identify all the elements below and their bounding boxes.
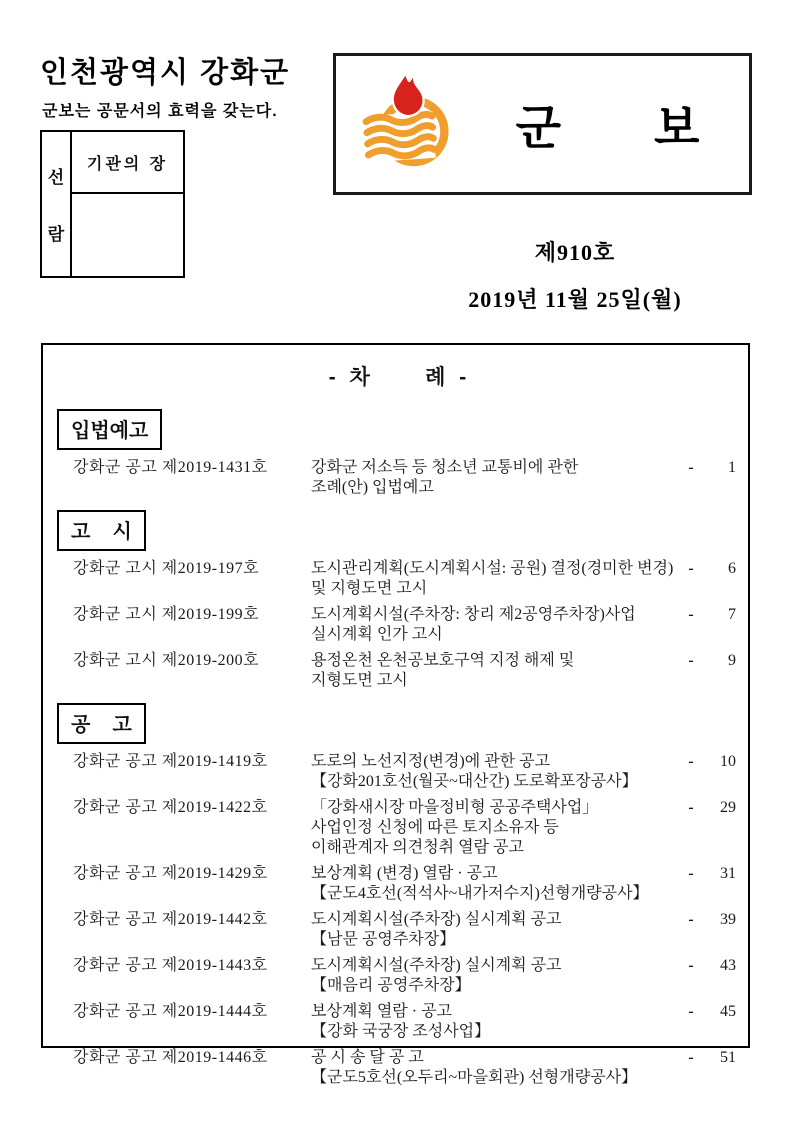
toc-entry	[73, 910, 738, 950]
entry-title: 공 시 송 달 공 고 【군도5호선(오두리~마을회관) 선형개량공사】	[311, 1049, 638, 1086]
county-emblem-icon	[354, 72, 466, 176]
toc-entry	[73, 864, 738, 904]
entry-dash: -	[688, 1049, 694, 1066]
entry-dash: -	[688, 911, 694, 928]
entry-title: 도로의 노선지정(변경)에 관한 공고 【강화201호선(월곳~대산간) 도로확포장공사】	[311, 753, 638, 790]
entry-dash: -	[688, 865, 694, 882]
approval-box	[40, 130, 185, 278]
entry-dash: -	[688, 1003, 694, 1020]
approval-signature-cell	[72, 194, 183, 276]
entry-dash: -	[688, 560, 694, 577]
approval-side-label	[42, 132, 72, 276]
approval-side-char-top: 선	[47, 168, 65, 188]
entry-dash: -	[688, 606, 694, 623]
entry-page-number: 29	[720, 799, 736, 816]
approval-header-cell: 기관의 장	[72, 132, 183, 194]
entry-title: 강화군 저소득 등 청소년 교통비에 관한 조례(안) 입법예고	[311, 459, 579, 496]
toc-entry	[73, 458, 738, 498]
toc-entry	[73, 1048, 738, 1088]
toc-entry	[73, 605, 738, 645]
entry-dash: -	[688, 753, 694, 770]
toc-section-announcement	[57, 697, 738, 1088]
publisher-title: 인천광역시 강화군	[40, 57, 291, 89]
entry-dash: -	[688, 459, 694, 476]
flame-icon	[394, 76, 423, 115]
entry-page-number: 10	[720, 753, 736, 770]
entry-title: 도시계획시설(주차장: 창리 제2공영주차장)사업 실시계획 인가 고시	[311, 606, 636, 643]
entry-page-number: 6	[728, 560, 736, 577]
approval-side-char-bottom: 람	[47, 224, 65, 244]
approval-main	[72, 132, 183, 276]
gazette-title: 군 보	[515, 100, 700, 154]
entry-doc-number: 강화군 공고 제2019-1422호	[73, 799, 268, 816]
entry-page-number: 39	[720, 911, 736, 928]
entry-page-number: 9	[728, 652, 736, 669]
entry-title: 용정온천 온천공보호구역 지정 해제 및 지형도면 고시	[311, 652, 575, 689]
entry-dash: -	[688, 957, 694, 974]
toc-entry	[73, 651, 738, 691]
issue-block	[400, 236, 750, 314]
toc-entry	[73, 956, 738, 996]
entry-doc-number: 강화군 공고 제2019-1443호	[73, 957, 268, 974]
entry-dash: -	[688, 799, 694, 816]
gazette-motto: 군보는 공문서의 효력을 갖는다.	[42, 103, 278, 120]
section-label: 공 고	[57, 703, 146, 744]
entry-dash: -	[688, 652, 694, 669]
entry-page-number: 45	[720, 1003, 736, 1020]
entry-page-number: 31	[720, 865, 736, 882]
masthead	[40, 50, 290, 121]
toc-entry	[73, 559, 738, 599]
entry-doc-number: 강화군 공고 제2019-1429호	[73, 865, 268, 882]
issue-number: 제910호	[534, 240, 616, 265]
gazette-title-box	[333, 53, 752, 195]
entry-doc-number: 강화군 고시 제2019-197호	[73, 560, 260, 577]
entry-title: 도시계획시설(주차장) 실시계획 공고 【매음리 공영주차장】	[311, 957, 562, 994]
toc-section-notification	[57, 504, 738, 691]
entry-page-number: 51	[720, 1049, 736, 1066]
toc-entry	[73, 798, 738, 858]
entry-doc-number: 강화군 고시 제2019-200호	[73, 652, 260, 669]
entry-title: 도시계획시설(주차장) 실시계획 공고 【남문 공영주차장】	[311, 911, 562, 948]
entry-page-number: 1	[728, 459, 736, 476]
toc-section-legislative-notice	[57, 403, 738, 498]
toc-entry	[73, 1002, 738, 1042]
entry-doc-number: 강화군 공고 제2019-1444호	[73, 1003, 268, 1020]
toc-title: - 차 례 -	[328, 366, 467, 389]
entry-doc-number: 강화군 공고 제2019-1419호	[73, 753, 268, 770]
entry-page-number: 7	[728, 606, 736, 623]
entry-doc-number: 강화군 공고 제2019-1442호	[73, 911, 268, 928]
section-label: 입법예고	[57, 409, 162, 450]
entry-page-number: 43	[720, 957, 736, 974]
entry-doc-number: 강화군 공고 제2019-1431호	[73, 459, 268, 476]
entry-title: 도시관리계획(도시계획시설: 공원) 결정(경미한 변경) 및 지형도면 고시	[311, 560, 674, 597]
entry-title: 보상계획 열람 · 공고 【강화 국궁장 조성사업】	[311, 1003, 491, 1040]
entry-title: 「강화새시장 마을정비형 공공주택사업」 사업인정 신청에 따른 토지소유자 등 이해관계자 의견청취 열람 공고	[311, 799, 599, 856]
issue-date: 2019년 11월 25일(월)	[468, 287, 682, 312]
toc-entry	[73, 752, 738, 792]
table-of-contents	[41, 343, 750, 1086]
entry-doc-number: 강화군 고시 제2019-199호	[73, 606, 260, 623]
section-label: 고 시	[57, 510, 146, 551]
entry-title: 보상계획 (변경) 열람 · 공고 【군도4호선(적석사~내가저수지)선형개량공사】	[311, 865, 649, 902]
entry-doc-number: 강화군 공고 제2019-1446호	[73, 1049, 268, 1066]
